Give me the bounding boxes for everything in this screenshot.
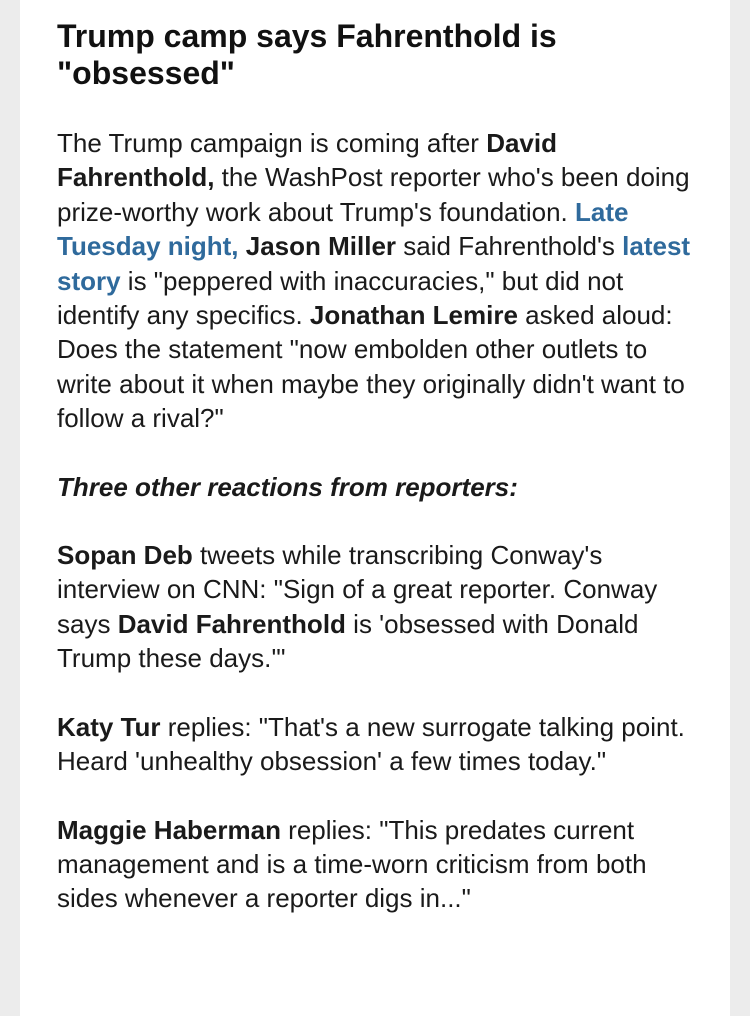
name-jonathan-lemire: Jonathan Lemire [309, 300, 518, 331]
article-body [57, 18, 707, 916]
reaction-text: tweets while transcribing Conway's interview on CNN: "Sign of a great reporter. Conway says [57, 540, 658, 639]
reactor-name: Sopan Deb [57, 540, 193, 571]
late-tuesday-link[interactable]: Late Tuesday night, [57, 196, 629, 262]
reaction-katy-tur [57, 710, 707, 779]
headline: Trump camp says Fahrenthold is "obsessed" [57, 18, 557, 91]
name-david-fahrenthold: David Fahrenthold, [57, 128, 557, 193]
intro-text: is "peppered with inaccuracies," but did not identify any specifics. [57, 265, 624, 331]
name-david-fahrenthold: David Fahrenthold [117, 608, 346, 639]
reaction-text: is 'obsessed with Donald Trump these days.'" [57, 608, 639, 674]
reaction-text: replies: "That's a new surrogate talking point. Heard 'unhealthy obsession' a few times today." [57, 711, 685, 777]
subheading: Three other reactions from reporters: [57, 471, 518, 502]
reaction-maggie-haberman [57, 813, 707, 916]
intro-text: asked aloud: Does the statement "now embolden other outlets to write about it when maybe they originally didn't want to follow a rival?" [57, 300, 685, 434]
article-card [20, 0, 730, 1016]
intro-text [239, 231, 246, 261]
latest-story-link[interactable]: latest story [57, 231, 691, 296]
name-jason-miller: Jason Miller [245, 231, 397, 262]
reaction-sopan-deb [57, 538, 707, 676]
intro-paragraph [57, 126, 707, 436]
reaction-text: replies: "This predates current management and is a time-worn criticism from both sides whenever a reporter digs in..." [57, 814, 647, 914]
reactor-name: Katy Tur [57, 711, 161, 742]
intro-text: The Trump campaign is coming after [57, 128, 487, 158]
intro-text: said Fahrenthold's [396, 231, 623, 262]
reactor-name: Maggie Haberman [57, 814, 281, 845]
intro-text: the WashPost reporter who's been doing prize-worthy work about Trump's foundation. [57, 162, 690, 227]
